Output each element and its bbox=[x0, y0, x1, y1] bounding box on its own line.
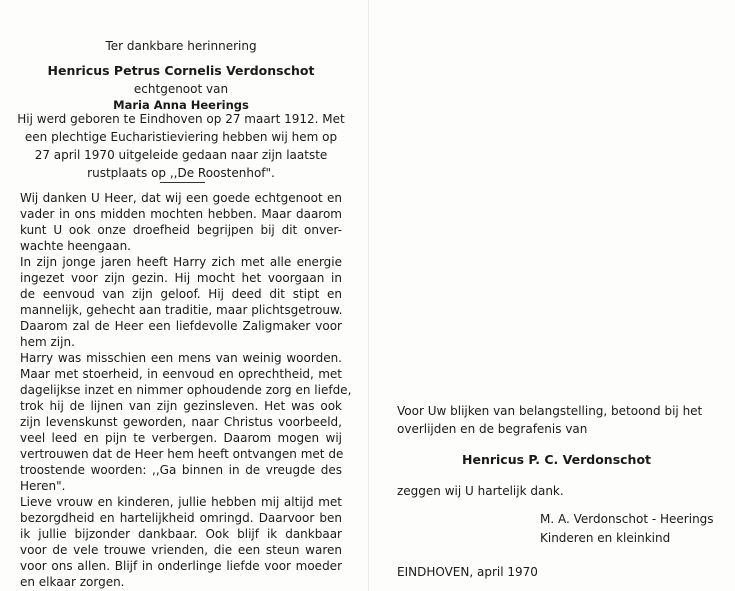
body-line: bezorgdheid en hartelijkheid omringd. Daarvoor ben bbox=[20, 511, 342, 525]
body-line: troostende woorden: ,,Ga binnen in de vreugde des bbox=[20, 463, 342, 477]
body-line: kunt U ook onze droefheid begrijpen bij dit onver- bbox=[20, 223, 342, 237]
announce-line: Hij werd geboren te Eindhoven op 27 maart 1912. Met bbox=[17, 112, 345, 126]
body-line: vertrouwen dat de Heer hem heeft ontvangen met de bbox=[20, 447, 344, 461]
body-line: en elkaar zorgen. bbox=[20, 575, 125, 589]
signatory: M. A. Verdonschot - Heerings bbox=[540, 512, 714, 526]
body-line: voor de vele trouwe vrienden, die een steun waren bbox=[20, 543, 342, 557]
body-line: wachte heengaan. bbox=[20, 239, 131, 253]
place-date: EINDHOVEN, april 1970 bbox=[397, 565, 538, 579]
body-line: zijn levenskunst geworden, naar Christus voorbeeld, bbox=[20, 415, 342, 429]
body-line: Lieve vrouw en kinderen, jullie hebben mij altijd met bbox=[20, 495, 342, 509]
announce-line: een plechtige Eucharistieviering hebben wij hem op bbox=[24, 130, 338, 144]
body-line: Harry was misschien een mens van weinig woorden. bbox=[20, 351, 342, 365]
announce-line: rustplaats op ,,De Roostenhof". bbox=[87, 166, 275, 180]
thanks-intro-line: Voor Uw blijken van belangstelling, betoond bij het bbox=[397, 404, 703, 418]
body-line: mannelijk, gehecht aan traditie, maar plichtsgetrouw. bbox=[20, 303, 343, 317]
body-line: vader in ons midden mochten hebben. Maar daarom bbox=[20, 207, 342, 221]
deceased-short-name: Henricus P. C. Verdonschot bbox=[462, 452, 652, 467]
signatory: Kinderen en kleinkind bbox=[540, 531, 671, 545]
spouse-name: Maria Anna Heerings bbox=[113, 98, 249, 112]
body-line: Daarom zal de Heer een liefdevolle Zaligmaker voor bbox=[20, 319, 342, 333]
thanks-intro-line: overlijden en de begrafenis van bbox=[397, 422, 588, 436]
spouse-prefix: echtgenoot van bbox=[133, 82, 229, 96]
intro-line: Ter dankbare herinnering bbox=[105, 39, 257, 53]
body-line: ingezet voor zijn gezin. Hij mocht het voorgaan in bbox=[20, 271, 342, 285]
announce-line: 27 april 1970 uitgeleide gedaan naar zijn laatste bbox=[34, 148, 328, 162]
fold-line bbox=[368, 0, 369, 591]
body-line: hem zijn. bbox=[20, 335, 75, 349]
divider bbox=[160, 182, 205, 183]
body-line: de eenvoud van zijn geloof. Hij deed dit stipt en bbox=[20, 287, 342, 301]
body-line: dagelijkse inzet en nimmer ophoudende zorg en liefde, bbox=[20, 383, 352, 397]
deceased-name: Henricus Petrus Cornelis Verdonschot bbox=[47, 63, 315, 78]
body-line: Heren". bbox=[20, 479, 66, 493]
body-line: voor ons allen. Blijf in onderlinge liefde voor moeder bbox=[20, 559, 342, 573]
body-line: Maar met stoerheid, in eenvoud en oprechtheid, met bbox=[20, 367, 342, 381]
body-line: In zijn jonge jaren heeft Harry zich met alle energie bbox=[20, 255, 342, 269]
thanks-line: zeggen wij U hartelijk dank. bbox=[397, 484, 564, 498]
body-line: Wij danken U Heer, dat wij een goede echtgenoot en bbox=[20, 191, 342, 205]
body-line: trok hij de lijnen van zijn gezinsleven. Het was ook bbox=[20, 399, 342, 413]
body-line: veel leed en pijn te verbergen. Daarom mogen wij bbox=[20, 431, 342, 445]
body-line: ik jullie bijzonder dankbaar. Ook blijf ik dankbaar bbox=[20, 527, 342, 541]
